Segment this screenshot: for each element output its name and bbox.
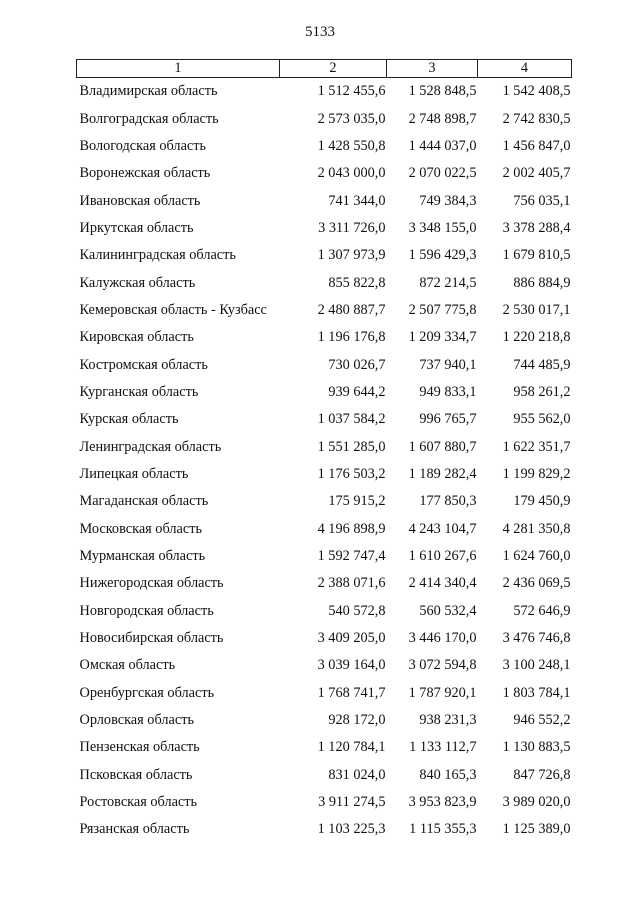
budget-table (76, 59, 572, 844)
region-name: Курская область (79, 411, 179, 428)
value-col-4: 1 679 810,5 (502, 247, 571, 264)
value-col-2: 2 043 000,0 (317, 165, 386, 182)
value-col-3: 1 209 334,7 (408, 329, 477, 346)
region-name: Вологодская область (79, 137, 207, 154)
value-col-4: 847 726,8 (513, 766, 571, 783)
value-col-2: 855 822,8 (328, 274, 386, 291)
value-col-3: 872 214,5 (419, 274, 477, 291)
region-name: Ленинградская область (79, 438, 222, 455)
region-name: Иркутская область (79, 219, 194, 236)
value-col-3: 3 072 594,8 (408, 657, 477, 674)
header-row (77, 60, 572, 78)
table-row (77, 543, 572, 570)
value-col-2: 3 039 164,0 (317, 657, 386, 674)
value-col-4: 756 035,1 (513, 192, 571, 209)
region-name: Липецкая область (79, 465, 189, 482)
value-col-3: 840 165,3 (419, 766, 477, 783)
value-col-2: 741 344,0 (328, 192, 386, 209)
value-col-4: 1 125 389,0 (502, 821, 571, 838)
value-col-3: 1 787 920,1 (408, 684, 477, 701)
value-col-3: 1 444 037,0 (408, 137, 477, 154)
value-col-3: 4 243 104,7 (408, 520, 477, 537)
table-row (77, 160, 572, 187)
value-col-3: 1 607 880,7 (408, 438, 477, 455)
region-name: Московская область (79, 520, 202, 537)
value-col-2: 2 388 071,6 (317, 575, 386, 592)
value-col-2: 1 037 584,2 (317, 411, 386, 428)
value-col-2: 730 026,7 (328, 356, 386, 373)
region-name: Кемеровская область - Кузбасс (79, 301, 267, 318)
value-col-3: 949 833,1 (419, 383, 477, 400)
table-row (77, 242, 572, 269)
value-col-2: 2 573 035,0 (317, 110, 386, 127)
table-row (77, 734, 572, 761)
value-col-4: 1 130 883,5 (502, 739, 571, 756)
column-header-1: 1 (77, 60, 280, 78)
table-row (77, 680, 572, 707)
table-row (77, 461, 572, 488)
value-col-3: 560 532,4 (419, 602, 477, 619)
value-col-3: 1 115 355,3 (409, 821, 477, 838)
value-col-3: 1 189 282,4 (408, 465, 477, 482)
value-col-4: 1 542 408,5 (502, 83, 571, 100)
value-col-3: 2 748 898,7 (408, 110, 477, 127)
value-col-2: 1 768 741,7 (317, 684, 386, 701)
region-name: Волгоградская область (79, 110, 219, 127)
region-name: Новгородская область (79, 602, 214, 619)
value-col-2: 1 196 176,8 (317, 329, 386, 346)
value-col-4: 572 646,9 (513, 602, 571, 619)
value-col-4: 1 456 847,0 (502, 137, 571, 154)
value-col-3: 177 850,3 (419, 493, 477, 510)
table-row (77, 78, 572, 106)
value-col-2: 831 024,0 (328, 766, 386, 783)
table-header (77, 60, 572, 78)
value-col-4: 3 378 288,4 (502, 219, 571, 236)
value-col-3: 3 348 155,0 (408, 219, 477, 236)
value-col-4: 2 530 017,1 (502, 301, 571, 318)
value-col-3: 2 507 775,8 (408, 301, 477, 318)
value-col-3: 1 610 267,6 (408, 548, 477, 565)
value-col-4: 958 261,2 (513, 383, 571, 400)
value-col-3: 2 070 022,5 (408, 165, 477, 182)
table-row (77, 652, 572, 679)
value-col-3: 2 414 340,4 (408, 575, 477, 592)
value-col-2: 3 911 274,5 (318, 794, 386, 811)
column-header-3: 3 (387, 60, 478, 78)
table-row (77, 789, 572, 816)
value-col-4: 1 220 218,8 (502, 329, 571, 346)
table-row (77, 816, 572, 843)
table-row (77, 570, 572, 597)
region-name: Пензенская область (79, 739, 200, 756)
region-name: Нижегородская область (79, 575, 224, 592)
table-row (77, 297, 572, 324)
table-row (77, 324, 572, 351)
value-col-4: 2 436 069,5 (502, 575, 571, 592)
table-row (77, 625, 572, 652)
value-col-2: 1 307 973,9 (317, 247, 386, 264)
region-name: Калининградская область (79, 247, 236, 264)
region-name: Воронежская область (79, 165, 211, 182)
value-col-2: 939 644,2 (328, 383, 386, 400)
table-row (77, 187, 572, 214)
value-col-2: 1 103 225,3 (317, 821, 386, 838)
value-col-2: 175 915,2 (328, 493, 386, 510)
value-col-2: 3 311 726,0 (318, 219, 386, 236)
table-row (77, 707, 572, 734)
region-name: Мурманская область (79, 548, 206, 565)
value-col-4: 3 476 746,8 (502, 630, 571, 647)
region-name: Оренбургская область (79, 684, 215, 701)
table-row (77, 269, 572, 296)
value-col-2: 1 428 550,8 (317, 137, 386, 154)
value-col-3: 1 528 848,5 (408, 83, 477, 100)
table-row (77, 215, 572, 242)
page-number: 5133 (305, 24, 335, 40)
value-col-4: 1 624 760,0 (502, 548, 571, 565)
value-col-4: 3 100 248,1 (502, 657, 571, 674)
column-header-4: 4 (478, 60, 572, 78)
table-row (77, 516, 572, 543)
value-col-4: 955 562,0 (513, 411, 571, 428)
table-row (77, 351, 572, 378)
region-name: Владимирская область (79, 83, 218, 100)
value-col-3: 3 446 170,0 (408, 630, 477, 647)
value-col-4: 1 199 829,2 (502, 465, 571, 482)
value-col-4: 946 552,2 (513, 712, 571, 729)
value-col-4: 179 450,9 (513, 493, 571, 510)
value-col-3: 1 596 429,3 (408, 247, 477, 264)
table-row (77, 433, 572, 460)
value-col-2: 1 512 455,6 (317, 83, 386, 100)
value-col-4: 2 002 405,7 (502, 165, 571, 182)
value-col-2: 1 120 784,1 (317, 739, 386, 756)
column-header-2: 2 (280, 60, 387, 78)
value-col-4: 1 622 351,7 (502, 438, 571, 455)
region-name: Омская область (79, 657, 176, 674)
table-row (77, 598, 572, 625)
region-name: Орловская область (79, 712, 194, 729)
table-row (77, 105, 572, 132)
region-name: Магаданская область (79, 493, 209, 510)
table-row (77, 488, 572, 515)
value-col-3: 737 940,1 (419, 356, 477, 373)
table-row (77, 406, 572, 433)
value-col-2: 1 592 747,4 (317, 548, 386, 565)
value-col-3: 996 765,7 (419, 411, 477, 428)
value-col-4: 744 485,9 (513, 356, 571, 373)
value-col-3: 1 133 112,7 (409, 739, 477, 756)
region-name: Псковская область (79, 766, 193, 783)
value-col-4: 2 742 830,5 (502, 110, 571, 127)
region-name: Костромская область (79, 356, 208, 373)
value-col-4: 3 989 020,0 (502, 794, 571, 811)
region-name: Новосибирская область (79, 630, 224, 647)
value-col-2: 2 480 887,7 (317, 301, 386, 318)
value-col-4: 4 281 350,8 (502, 520, 571, 537)
value-col-3: 749 384,3 (419, 192, 477, 209)
value-col-2: 1 176 503,2 (317, 465, 386, 482)
table-row (77, 133, 572, 160)
value-col-4: 886 884,9 (513, 274, 571, 291)
region-name: Рязанская область (79, 821, 190, 838)
value-col-2: 4 196 898,9 (317, 520, 386, 537)
region-name: Калужская область (79, 274, 196, 291)
value-col-4: 1 803 784,1 (502, 684, 571, 701)
table-body (77, 78, 572, 844)
region-name: Ивановская область (79, 192, 201, 209)
value-col-2: 3 409 205,0 (317, 630, 386, 647)
region-name: Курганская область (79, 383, 199, 400)
value-col-2: 540 572,8 (328, 602, 386, 619)
value-col-3: 3 953 823,9 (408, 794, 477, 811)
value-col-2: 1 551 285,0 (317, 438, 386, 455)
table-row (77, 379, 572, 406)
region-name: Ростовская область (79, 794, 198, 811)
region-name: Кировская область (79, 329, 194, 346)
value-col-2: 928 172,0 (328, 712, 386, 729)
table-row (77, 762, 572, 789)
value-col-3: 938 231,3 (419, 712, 477, 729)
